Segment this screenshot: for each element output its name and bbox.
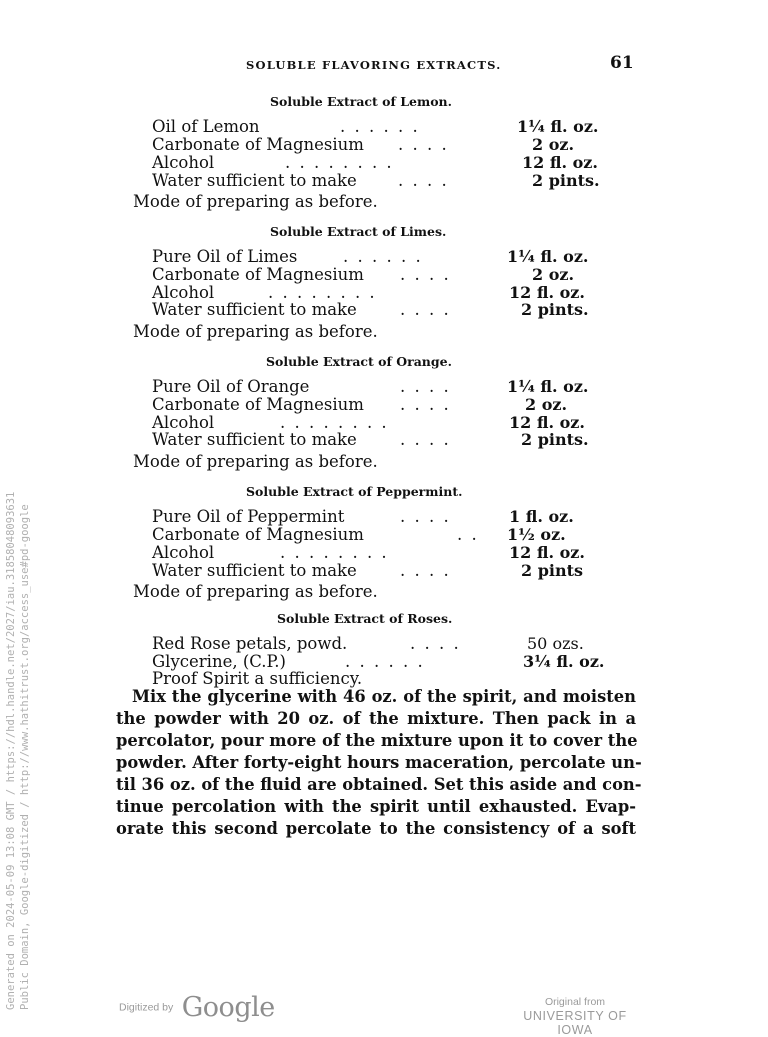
preparation-note: Mode of preparing as before. [133, 582, 378, 601]
ingredient-row: Red Rose petals, powd. . . . . 50 ozs. [152, 634, 584, 653]
running-title: SOLUBLE FLAVORING EXTRACTS. [246, 58, 502, 72]
original-from-label: Original from [544, 996, 606, 1008]
ingredient-row: Alcohol . . . . . . . . 12 fl. oz. [152, 413, 585, 432]
ingredient-row: Pure Oil of Peppermint . . . . 1 fl. oz. [152, 507, 574, 526]
ingredient-row: Alcohol . . . . . . . . 12 fl. oz. [152, 543, 585, 562]
preparation-note: Mode of preparing as before. [133, 322, 378, 341]
recipe-title: Soluble Extract of Limes. [270, 224, 447, 239]
page-number: 61 [610, 53, 634, 73]
digitized-by-google [119, 992, 275, 1023]
university-label: UNIVERSITY OF IOWA [523, 1009, 627, 1037]
ingredient-row: Pure Oil of Orange . . . . 1¼ fl. oz. [152, 377, 589, 396]
paragraph-line: the powder with 20 oz. of the mixture. Then pack in a [116, 709, 636, 728]
google-logo: Google [181, 992, 275, 1023]
recipe-title: Soluble Extract of Lemon. [270, 94, 452, 109]
ingredient-row: Carbonate of Magnesium . . 1½ oz. [152, 525, 566, 544]
digitized-by-label: Digitized by [119, 1001, 174, 1014]
stamp-line-generated: Generated on 2024-05-09 13:08 GMT / https://hdl.handle.net/2027/iau.31858048093631 [5, 491, 17, 1010]
instructions-paragraph [116, 686, 642, 840]
ingredient-row: Water sufficient to make . . . . 2 pints. [152, 430, 589, 449]
ingredient-row: Alcohol . . . . . . . . 12 fl. oz. [152, 283, 585, 302]
ingredient-row: Water sufficient to make . . . . 2 pints [152, 561, 583, 580]
recipe-title: Soluble Extract of Roses. [277, 611, 453, 626]
ingredient-row: Pure Oil of Limes . . . . . . 1¼ fl. oz. [152, 247, 589, 266]
ingredient-row: Carbonate of Magnesium . . . . 2 oz. [152, 135, 575, 154]
hathitrust-stamp [0, 465, 40, 1013]
ingredient-row: Alcohol . . . . . . . . 12 fl. oz. [152, 153, 598, 172]
paragraph-line: powder. After forty-eight hours maceration, percolate un- [116, 753, 642, 772]
stamp-line-license: Public Domain, Google-digitized / http://www.hathitrust.org/access_use#pd-google [19, 504, 31, 1010]
paragraph-line: percolator, pour more of the mixture upon it to cover the [116, 731, 638, 750]
recipe-title: Soluble Extract of Orange. [266, 354, 452, 369]
paragraph-line: orate this second percolate to the consistency of a soft [116, 819, 636, 838]
ingredient-row: Oil of Lemon . . . . . . 1¼ fl. oz. [152, 117, 599, 136]
ingredient-row: Water sufficient to make . . . . 2 pints. [152, 171, 600, 190]
preparation-note: Mode of preparing as before. [133, 452, 378, 471]
paragraph-line: til 36 oz. of the fluid are obtained. Set this aside and con- [116, 775, 642, 794]
original-source [510, 996, 640, 1037]
ingredient-row: Carbonate of Magnesium . . . . 2 oz. [152, 395, 568, 414]
preparation-note: Mode of preparing as before. [133, 192, 378, 211]
ingredient-row: Water sufficient to make . . . . 2 pints. [152, 300, 589, 319]
paragraph-line: Mix the glycerine with 46 oz. of the spirit, and moisten [132, 687, 636, 706]
recipe-title: Soluble Extract of Peppermint. [246, 484, 463, 499]
ingredient-row: Proof Spirit a sufficiency. [152, 669, 363, 688]
paragraph-line: tinue percolation with the spirit until exhausted. Evap- [116, 797, 636, 816]
ingredient-row: Carbonate of Magnesium . . . . 2 oz. [152, 265, 575, 284]
ingredient-row: Glycerine, (C.P.) . . . . . . 3¼ fl. oz. [152, 652, 605, 671]
